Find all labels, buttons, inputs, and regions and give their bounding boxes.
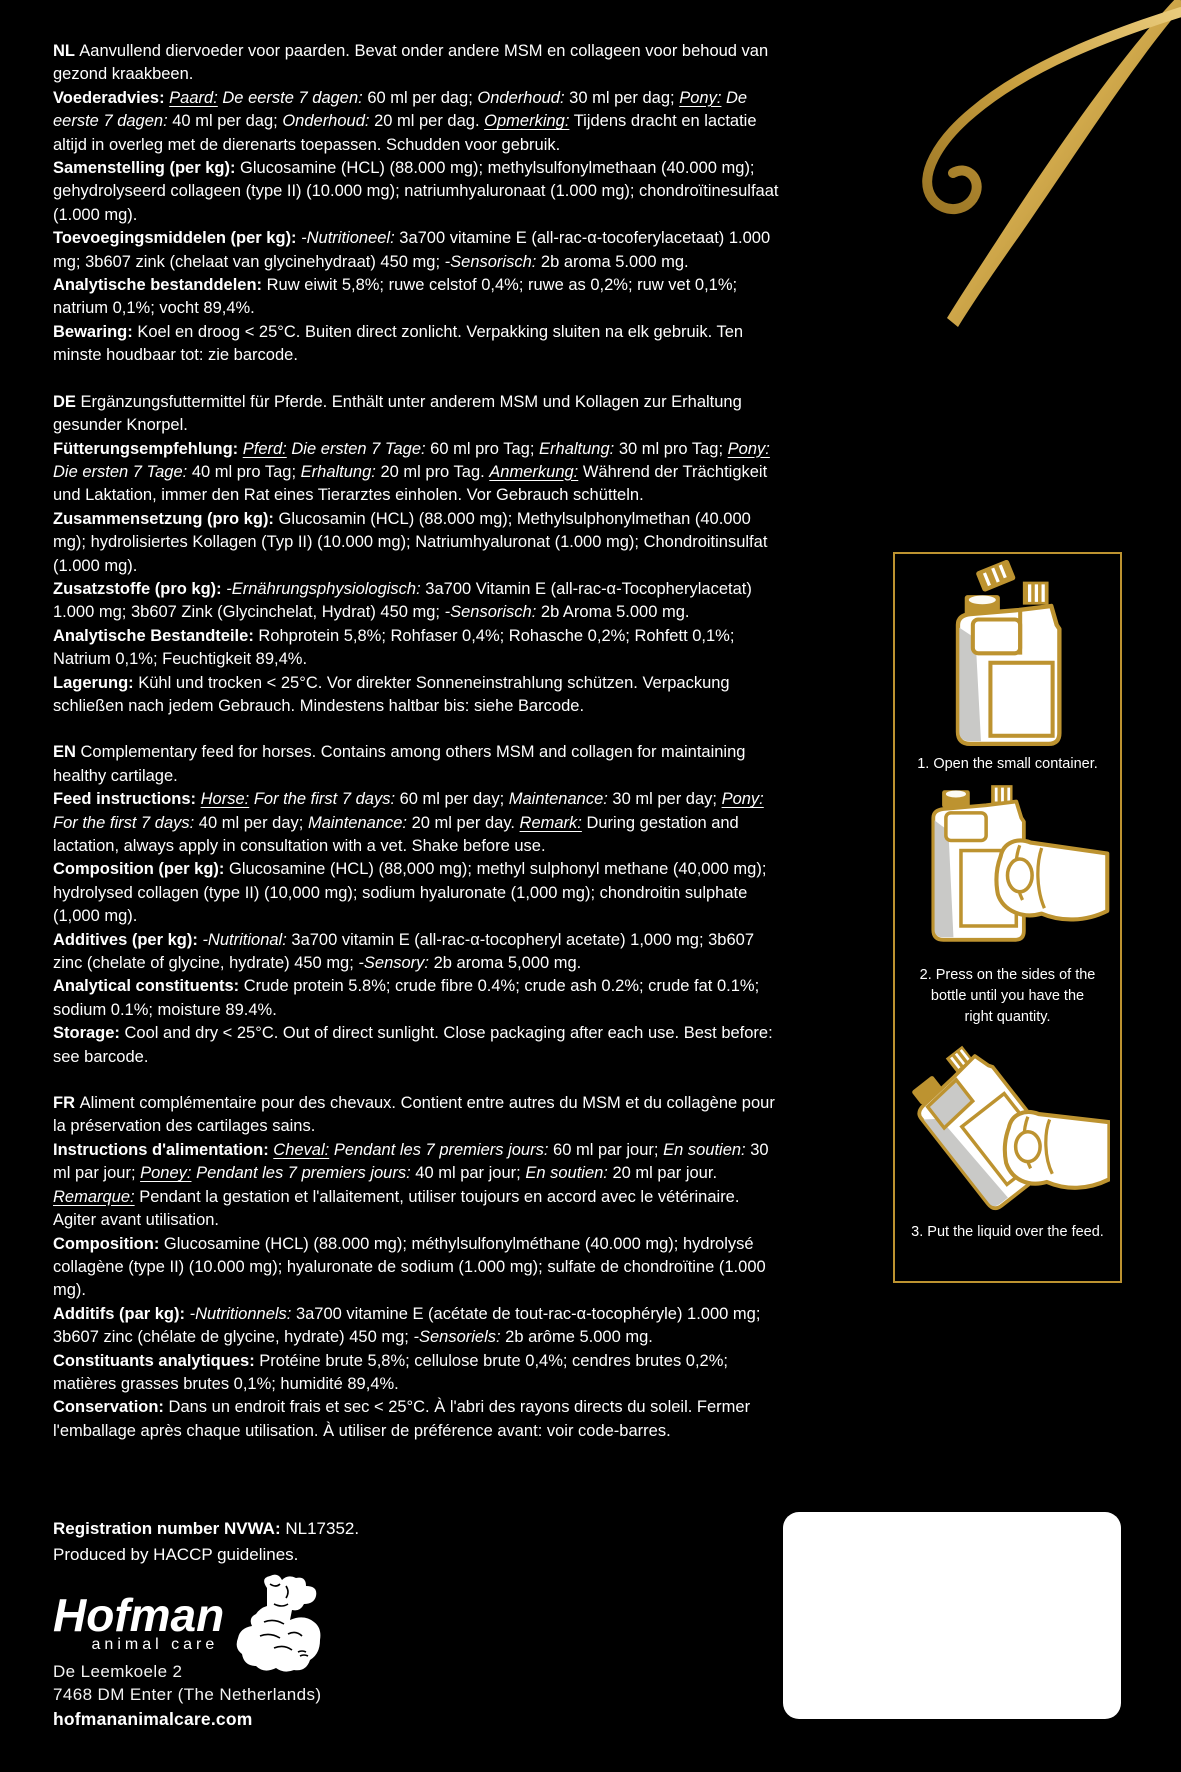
paragraph: Bewaring: Koel en droog < 25°C. Buiten direct zonlicht. Verpakking sluiten na elk gebruik. Ten minste houdbaar tot: zie barcode. — [53, 322, 744, 365]
paragraph: Analytical constituents: Crude protein 5.8%; crude fibre 0.4%; crude ash 0.2%; crude fat 0.1%; sodium 0.1%; moisture 89.4%. — [53, 977, 760, 1019]
paragraph: Constituants analytiques: Protéine brute 5,8%; cellulose brute 0,4%; cendres brutes 0,2%; matières grasses brutes 0,1%; humidité 89,4%. — [53, 1351, 728, 1393]
paragraph: Instructions d'alimentation: Cheval: Pendant les 7 premiers jours: 60 ml par jour; En soutien: 30 ml par jour; Poney: Pendant les 7 premiers jours: 40 ml par jour; En soutien: 20 ml par jour. Remarque: Pendant la gestation et l'allaitement, utiliser toujours en accord avec le vétérinaire. Agiter avant utilisation. — [53, 1140, 769, 1230]
paragraph: NL Aanvullend diervoeder voor paarden. Bevat onder andere MSM en collageen voor behoud van gezond kraakbeen. — [53, 42, 769, 84]
logo-wordmark: Hofman — [53, 1589, 225, 1641]
haccp-line: Produced by HACCP guidelines. — [53, 1545, 299, 1564]
registration-value: NL17352. — [280, 1519, 360, 1538]
instruction-step-3 — [903, 1038, 1112, 1245]
paragraph: Additifs (par kg): -Nutritionnels: 3a700 vitamine E (acétate de tout-rac-α-tocophéryle) 1.000 mg; 3b607 zinc (chélate de glycine, hydrate) 450 mg; -Sensoriels: 2b arôme 5.000 mg. — [53, 1304, 761, 1347]
website-url: hofmananimalcare.com — [53, 1709, 253, 1729]
paragraph: Additives (per kg): -Nutritional: 3a700 vitamin E (all-rac-α-tocopheryl acetate) 1,000 mg; 3b607 zinc (chelate of glycine, hydrate) 450 mg; -Sensory: 2b aroma 5,000 mg. — [53, 930, 755, 973]
instruction-step-1 — [903, 560, 1112, 785]
paragraph: EN Complementary feed for horses. Contains among others MSM and collagen for maintaining healthy cartilage. — [53, 743, 746, 785]
registration-number — [53, 1516, 359, 1542]
paragraph: Feed instructions: Horse: For the first 7 days: 60 ml per day; Maintenance: 30 ml per day; Pony: For the first 7 days: 40 ml per day; Maintenance: 20 ml per day. Remark: During gestation and lactation, always apply in consultation with a vet. Shake before use. — [53, 790, 764, 855]
paragraph: FR Aliment complémentaire pour des chevaux. Contient entre autres du MSM et du collagène pour la préservation des cartilages sains. — [53, 1094, 775, 1136]
paragraph: Composition: Glucosamine (HCL) (88.000 mg); méthylsulfonylméthane (40.000 mg); hydrolysé collagène (type II) (10.000 mg); hyaluronate de sodium (1.000 mg); sulfate de chondroïtine (1.000 mg). — [53, 1234, 766, 1300]
address-block — [53, 1660, 321, 1731]
barcode-sticker-area — [783, 1512, 1121, 1719]
label-text — [53, 40, 780, 1466]
paragraph: Zusatzstoffe (pro kg): -Ernährungsphysiologisch: 3a700 Vitamin E (all-rac-α-Tocopherylacetat) 1.000 mg; 3b607 Zink (Glycinchelat, Hydrat) 450 mg; -Sensorisch: 2b Aroma 5.000 mg. — [53, 579, 752, 622]
paragraph: Analytische bestanddelen: Ruw eiwit 5,8%; ruwe celstof 0,4%; ruwe as 0,2%; ruw vet 0,1%; natrium 0,1%; vocht 89,4%. — [53, 276, 738, 318]
instruction-step-2 — [903, 785, 1112, 1038]
logo-tagline: animal care — [91, 1636, 219, 1653]
bottle-open-illustration — [933, 560, 1083, 752]
paragraph: Fütterungsempfehlung: Pferd: Die ersten 7 Tage: 60 ml pro Tag; Erhaltung: 30 ml pro Tag; Pony: Die ersten 7 Tage: 40 ml pro Tag; Erhaltung: 20 ml pro Tag. Anmerkung: Während der Trächtigkeit und Laktation, immer den Rat eines Tierarztes einholen. Vor Gebrauch schütteln. — [53, 439, 770, 505]
registration-block — [53, 1516, 359, 1568]
gold-flourish-decoration — [881, 0, 1181, 340]
instruction-step-3-caption: 3. Put the liquid over the feed. — [911, 1224, 1104, 1240]
usage-instruction-box — [893, 552, 1122, 1283]
address-line-1: De Leemkoele 2 — [53, 1662, 183, 1681]
paragraph: Voederadvies: Paard: De eerste 7 dagen: 60 ml per dag; Onderhoud: 30 ml per dag; Pony: De eerste 7 dagen: 40 ml per dag; Onderhoud: 20 ml per dag. Opmerking: Tijdens dracht en lactatie altijd in overleg met de dierenarts toepassen. Schudden voor gebruik. — [53, 88, 757, 154]
flourish-tail — [947, 0, 1181, 327]
logo-wordmark-wrap — [53, 1589, 225, 1654]
paragraph: Storage: Cool and dry < 25°C. Out of direct sunlight. Close packaging after each use. Best before: see barcode. — [53, 1024, 773, 1066]
instruction-step-2-caption: 2. Press on the sides of the bottle until you have the right quantity. — [919, 967, 1096, 1025]
paragraph: Samenstelling (per kg): Glucosamine (HCL) (88.000 mg); methylsulfonylmethaan (40.000 mg); gehydrolyseerd collageen (type II) (10.000 mg); natriumhyaluronaat (1.000 mg); chondroïtinesulfaat (1.000 mg). — [53, 159, 779, 224]
paragraph: Composition (per kg): Glucosamine (HCL) (88,000 mg); methyl sulphonyl methane (40,000 mg); hydrolysed collagen (type II) (10,000 mg); sodium hyaluronate (1,000 mg); chondroitin sulphate (1,000 mg). — [53, 860, 767, 926]
registration-label: Registration number NVWA: — [53, 1519, 281, 1538]
language-section-de — [53, 391, 780, 719]
bottle-pour-illustration — [905, 1038, 1110, 1220]
paragraph: Zusammensetzung (pro kg): Glucosamin (HCL) (88.000 mg); Methylsulphonylmethan (40.000 mg); hydrolisiertes Kollagen (Typ II) (10.000 mg); Natriumhyaluronat (1.000 mg); Chondroitinsulfat (1.000 mg). — [53, 509, 768, 575]
paragraph: Analytische Bestandteile: Rohprotein 5,8%; Rohfaser 0,4%; Rohasche 0,2%; Rohfett 0,1%; Natrium 0,1%; Feuchtigkeit 89,4%. — [53, 626, 735, 669]
bottle-press-illustration — [905, 785, 1110, 963]
address-line-2: 7468 DM Enter (The Netherlands) — [53, 1685, 322, 1704]
paragraph: Toevoegingsmiddelen (per kg): -Nutritioneel: 3a700 vitamine E (all-rac-α-tocoferylacetaat) 1.000 mg; 3b607 zink (chelaat van glycinehydraat) 450 mg; -Sensorisch: 2b aroma 5.000 mg. — [53, 229, 771, 271]
paragraph: Lagerung: Kühl und trocken < 25°C. Vor direkter Sonneneinstrahlung schützen. Verpackung schließen nach jedem Gebrauch. Mindestens haltbar bis: siehe Barcode. — [53, 673, 730, 715]
paragraph: Conservation: Dans un endroit frais et sec < 25°C. À l'abri des rayons directs du soleil. Fermer l'emballage après chaque utilisation. À utiliser de préférence avant: voir code-barres. — [53, 1398, 751, 1440]
instruction-step-1-caption: 1. Open the small container. — [917, 756, 1098, 772]
language-section-fr — [53, 1092, 780, 1443]
language-section-en — [53, 741, 780, 1069]
paragraph: DE Ergänzungsfuttermittel für Pferde. Enthält unter anderem MSM und Kollagen zur Erhaltung gesunder Knorpel. — [53, 392, 742, 435]
language-section-nl — [53, 40, 780, 368]
